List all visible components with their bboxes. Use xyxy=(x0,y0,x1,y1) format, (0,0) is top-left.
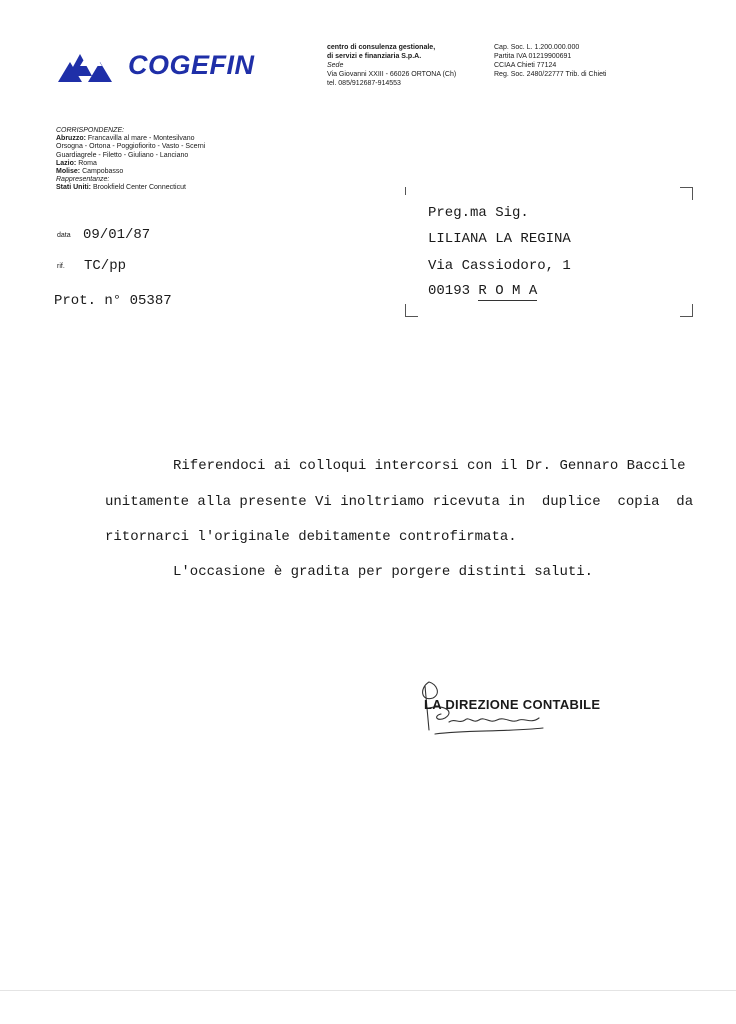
correspondence-line: Orsogna - Ortona - Poggiofiorito - Vasto - Scerni xyxy=(56,143,206,151)
date-value: 09/01/87 xyxy=(83,227,151,243)
correspondence-line: Molise: Campobasso xyxy=(56,168,124,176)
registry-line: CCIAA Chieti 77124 xyxy=(494,62,557,69)
recipient-city-line xyxy=(428,283,537,299)
recipient-postal-code: 00193 xyxy=(428,283,471,299)
recipient-name: LILIANA LA REGINA xyxy=(428,231,571,247)
body-line: Riferendoci ai colloqui intercorsi con il Dr. Gennaro Baccile xyxy=(173,458,686,474)
correspondence-header: CORRISPONDENZE: xyxy=(56,127,125,134)
recipient-city: R O M A xyxy=(478,283,538,299)
page-edge-divider xyxy=(0,990,736,991)
company-line: Via Giovanni XXIII - 66026 ORTONA (Ch) xyxy=(327,71,457,78)
correspondence-line: Rappresentanze: xyxy=(56,176,110,184)
address-corner xyxy=(405,187,407,195)
protocol-number: Prot. n° 05387 xyxy=(54,293,172,309)
correspondence-line: Lazio: Roma xyxy=(56,159,97,167)
correspondence-line: Stati Uniti: Brookfield Center Connecticut xyxy=(56,184,186,192)
recipient-street: Via Cassiodoro, 1 xyxy=(428,258,571,274)
company-line: centro di consulenza gestionale, xyxy=(327,44,436,51)
address-corner xyxy=(405,304,418,317)
correspondence-block xyxy=(56,127,205,193)
cogefin-logo-icon xyxy=(58,46,122,82)
registry-line: Reg. Soc. 2480/22777 Trib. di Chieti xyxy=(494,71,607,78)
correspondence-line: Guardiagrele - Filetto - Giuliano - Lanciano xyxy=(56,151,189,159)
address-corner xyxy=(680,304,693,317)
body-line: ritornarci l'originale debitamente controfirmata. xyxy=(105,529,517,545)
body-line: L'occasione è gradita per porgere distinti saluti. xyxy=(173,564,594,580)
registry-line: Cap. Soc. L. 1.200.000.000 xyxy=(494,44,580,51)
reference-label: rif. xyxy=(57,263,65,270)
date-label: data xyxy=(57,232,71,239)
company-description xyxy=(327,43,456,88)
signature-label: LA DIREZIONE CONTABILE xyxy=(424,697,601,712)
correspondence-line: Abruzzo: Francavilla al mare - Montesilvano xyxy=(56,135,195,143)
registry-info xyxy=(494,43,606,79)
company-line: Sede xyxy=(327,62,344,69)
registry-line: Partita IVA 01219900691 xyxy=(494,53,572,60)
reference-value: TC/pp xyxy=(84,258,127,274)
body-line: unitamente alla presente Vi inoltriamo ricevuta in duplice copia da xyxy=(105,494,694,510)
company-line: tel. 085/912687-914553 xyxy=(327,80,401,87)
address-corner xyxy=(680,187,693,200)
company-logo-text: COGEFIN xyxy=(128,50,255,80)
company-line: di servizi e finanziaria S.p.A. xyxy=(327,53,422,60)
recipient-salutation: Preg.ma Sig. xyxy=(428,205,529,221)
